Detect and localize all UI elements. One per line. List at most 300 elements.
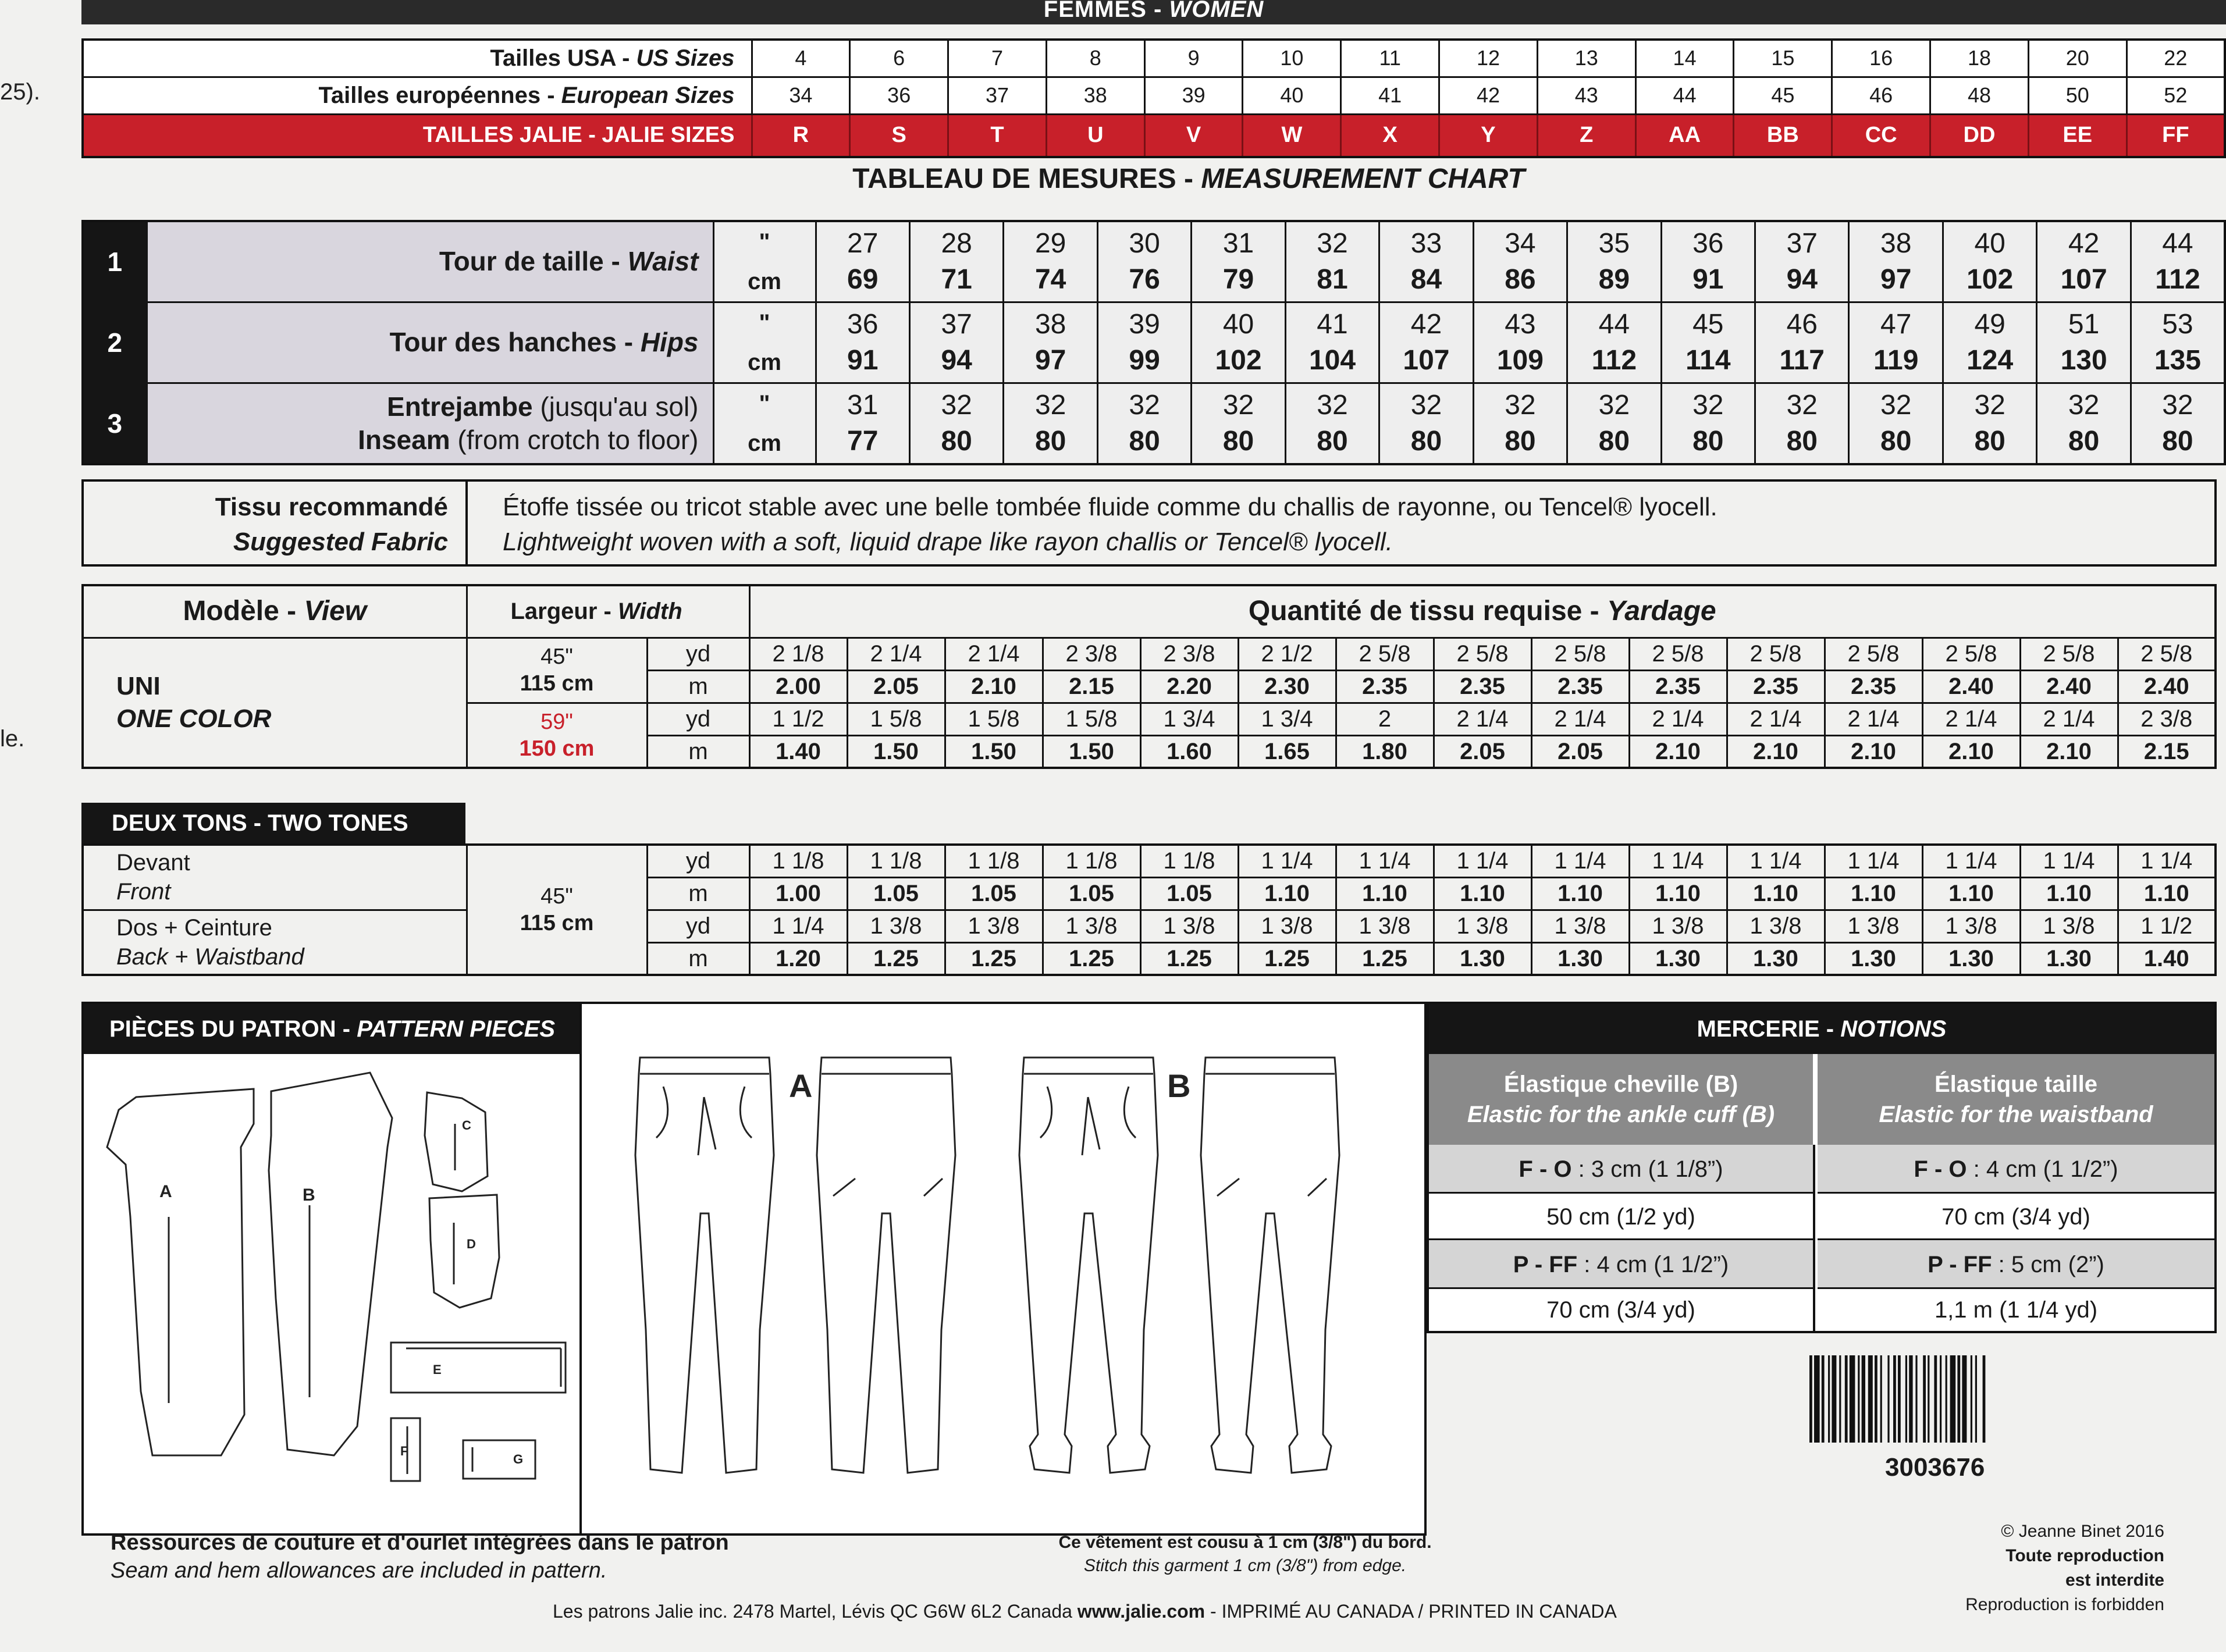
yardage-cell: 1.10 (2118, 877, 2216, 910)
measurement-chart-title: TABLEAU DE MESURES - MEASUREMENT CHART (852, 163, 1525, 194)
value-in: 32 (1598, 389, 1630, 421)
unit-cm: cm (748, 350, 781, 375)
yardage-cell: 1 1/4 (1434, 845, 1531, 877)
value-cm: 79 (1222, 264, 1254, 295)
barcode-bar (1905, 1355, 1907, 1443)
us-size-cell: 18 (1930, 40, 2029, 77)
width-cell (467, 638, 647, 703)
yardage-cell: 2 5/8 (1629, 638, 1727, 670)
value-in: 32 (2068, 389, 2100, 421)
yardage-cell: 2.10 (1825, 735, 1922, 768)
value-in: 47 (1880, 308, 1912, 340)
value-in: 39 (1129, 308, 1160, 340)
width-in: 45" (541, 884, 573, 909)
yardage-cell: 2 (1336, 703, 1434, 735)
yardage-cell: 1 1/8 (945, 845, 1043, 877)
yardage-cell: 2.35 (1825, 670, 1922, 703)
value-cm: 94 (1786, 264, 1818, 295)
jalie-size-cell: T (948, 114, 1047, 157)
measurement-cell (2037, 221, 2131, 302)
unit-cell: yd (647, 910, 749, 942)
value-in: 44 (2162, 227, 2193, 259)
yardage-cell: 1 3/8 (847, 910, 945, 942)
yardage-cell: 1.10 (1825, 877, 1922, 910)
value-in: 35 (1598, 227, 1630, 259)
measurement-cell (909, 302, 1003, 383)
yardage-cell: 2.35 (1336, 670, 1434, 703)
pattern-pieces-header: PIÈCES DU PATRON - PATTERN PIECES (84, 1004, 579, 1054)
measurement-label: Tour de taille - Waist (147, 221, 713, 302)
value-cm: 80 (1880, 426, 1912, 457)
value-cm: 89 (1598, 264, 1630, 295)
yardage-cell: 2 1/4 (1531, 703, 1629, 735)
eu-size-cell: 37 (948, 77, 1047, 114)
measurement-cell (1285, 302, 1379, 383)
eu-size-cell: 44 (1635, 77, 1734, 114)
yardage-cell: 2.40 (2020, 670, 2118, 703)
yardage-cell: 1 1/4 (2020, 845, 2118, 877)
size-table (81, 38, 2226, 158)
yardage-cell: 2.00 (749, 670, 847, 703)
piece-f-label: F (400, 1444, 408, 1458)
fabric-text-fr: Étoffe tissée ou tricot stable avec une belle tombée fluide comme du challis de rayonne, ou Tencel® lyocell. (503, 493, 1717, 521)
value-in: 46 (1786, 308, 1818, 340)
yardage-cell: 1 3/8 (1629, 910, 1727, 942)
yardage-cell: 1 3/8 (1727, 910, 1825, 942)
yardage-cell: 1.40 (749, 735, 847, 768)
yardage-cell: 1 5/8 (1043, 703, 1140, 735)
measurement-cell (1004, 221, 1097, 302)
yardage-cell: 1 1/4 (1825, 845, 1922, 877)
title-separator: - (1146, 0, 1169, 22)
value-in: 32 (1034, 389, 1066, 421)
eu-size-cell: 50 (2028, 77, 2127, 114)
yardage-cell: 2.10 (945, 670, 1043, 703)
value-in: 41 (1317, 308, 1348, 340)
yardage-cell: 1.30 (2020, 942, 2118, 975)
value-in: 32 (1880, 389, 1912, 421)
jalie-size-cell: W (1243, 114, 1341, 157)
barcode-bar (1850, 1355, 1855, 1443)
us-size-cell: 7 (948, 40, 1047, 77)
jalie-size-cell: BB (1734, 114, 1832, 157)
value-in: 44 (1598, 308, 1630, 340)
measurement-cell (1473, 221, 1567, 302)
value-in: 32 (1129, 389, 1160, 421)
yardage-cell: 1 3/8 (1238, 910, 1336, 942)
unit-in: " (759, 310, 770, 336)
jalie-size-cell: FF (2127, 114, 2225, 157)
yardage-qty-header: Quantité de tissu requise - Yardage (749, 585, 2216, 638)
measurement-cell (1379, 383, 1473, 465)
eu-size-cell: 43 (1537, 77, 1635, 114)
yardage-cell: 1 3/8 (1043, 910, 1140, 942)
value-in: 32 (1786, 389, 1818, 421)
seam-allowance-note: Ressources de couture et d'ourlet intégrées dans le patron Seam and hem allowances are included in pattern. (111, 1530, 729, 1583)
jalie-size-cell: R (752, 114, 850, 157)
us-size-cell: 11 (1341, 40, 1439, 77)
yardage-cell: 1.05 (1043, 877, 1140, 910)
measurement-cell (1192, 383, 1285, 465)
value-cm: 80 (1034, 426, 1066, 457)
us-size-cell: 10 (1243, 40, 1341, 77)
barcode-bar (1946, 1355, 1947, 1443)
jalie-size-cell: Y (1439, 114, 1538, 157)
measurement-cell (816, 302, 909, 383)
measurement-cell (1097, 221, 1191, 302)
measurement-cell (1943, 221, 2036, 302)
unit-cell: m (647, 877, 749, 910)
fabric-box (81, 479, 2217, 567)
pattern-pieces-panel (81, 1002, 582, 1536)
yardage-cell: 1 1/4 (1531, 845, 1629, 877)
yardage-cell: 1 1/8 (749, 845, 847, 877)
part-en: Front (116, 879, 171, 905)
value-in: 32 (2162, 389, 2193, 421)
notions-col2-header: Élastique taille Elastic for the waistband (1818, 1054, 2214, 1145)
yardage-cell: 1.10 (1531, 877, 1629, 910)
yardage-cell: 2.40 (1922, 670, 2020, 703)
measurement-cell (2131, 383, 2225, 465)
value-cm: 71 (941, 264, 972, 295)
measurement-label: Tour des hanches - Hips (147, 302, 713, 383)
yardage-cell: 1 1/2 (2118, 910, 2216, 942)
part-cell (83, 910, 467, 975)
view-b-label: B (1167, 1067, 1191, 1104)
yardage-cell: 2 5/8 (2118, 638, 2216, 670)
label-en-note: (from crotch to floor) (450, 425, 699, 455)
measurement-cell (1661, 221, 1755, 302)
measurement-cell (2131, 302, 2225, 383)
view-a-front-outline (635, 1058, 774, 1473)
part-fr: Dos + Ceinture (116, 914, 272, 941)
value-in: 28 (941, 227, 972, 259)
value-cm: 80 (1222, 426, 1254, 457)
unit-in: " (759, 229, 770, 255)
part-en: Back + Waistband (116, 944, 304, 970)
label-fr: Entrejambe (387, 391, 533, 422)
notions-r1c1: F - O : 3 cm (1 1/8”) (1429, 1145, 1815, 1194)
value-cm: 74 (1034, 264, 1066, 295)
value-in: 27 (847, 227, 879, 259)
two-tones-row (83, 910, 2216, 942)
margin-text-top: 25). (0, 79, 40, 105)
barcode-bar (1909, 1355, 1912, 1443)
jalie-sizes-row (83, 114, 2225, 157)
value-cm: 124 (1967, 345, 2014, 376)
yardage-cell: 1.10 (2020, 877, 2118, 910)
measurement-table (81, 220, 2226, 465)
barcode-bar (1862, 1355, 1865, 1443)
measurement-cell (1285, 221, 1379, 302)
value-cm: 130 (2060, 345, 2107, 376)
measurement-cell (2131, 221, 2225, 302)
label-en: Hips (640, 327, 699, 358)
yardage-cell: 1 1/2 (749, 703, 847, 735)
measurement-label (147, 383, 713, 465)
measurement-row (83, 302, 2225, 383)
yardage-cell: 2.05 (1434, 735, 1531, 768)
yardage-cell: 2 1/4 (1629, 703, 1727, 735)
row-number: 1 (83, 221, 147, 302)
yardage-cell: 1 3/8 (1140, 910, 1238, 942)
measurement-cell (2037, 383, 2131, 465)
width-cell (467, 703, 647, 768)
barcode-bar (1809, 1355, 1812, 1443)
value-cm: 80 (1410, 426, 1442, 457)
yardage-cell: 1 3/8 (1336, 910, 1434, 942)
title-fr: FEMMES (1043, 0, 1147, 22)
yardage-cell: 1.50 (945, 735, 1043, 768)
barcode-bar (1822, 1355, 1825, 1443)
measurement-cell (816, 221, 909, 302)
value-cm: 80 (2068, 426, 2100, 457)
yardage-cell: 1 1/4 (1922, 845, 2020, 877)
eu-size-cell: 34 (752, 77, 850, 114)
value-in: 53 (2162, 308, 2193, 340)
measurement-cell (1755, 302, 1849, 383)
measurement-cell (1661, 383, 1755, 465)
us-size-cell: 15 (1734, 40, 1832, 77)
piece-b-outline (269, 1073, 392, 1455)
notions-r4c2: 1,1 m (1 1/4 yd) (1818, 1289, 2214, 1331)
yardage-cell: 2.35 (1629, 670, 1727, 703)
value-in: 37 (1786, 227, 1818, 259)
yardage-cell: 2 5/8 (2020, 638, 2118, 670)
yardage-cell: 1.00 (749, 877, 847, 910)
us-size-cell: 16 (1832, 40, 1930, 77)
value-cm: 119 (1873, 345, 1919, 376)
jalie-size-cell: U (1046, 114, 1144, 157)
value-in: 32 (1505, 389, 1536, 421)
jalie-size-cell: DD (1930, 114, 2029, 157)
label-fr: Tour de taille (439, 246, 604, 277)
notions-r4c1: 70 cm (3/4 yd) (1429, 1289, 1815, 1331)
value-cm: 80 (1598, 426, 1630, 457)
yardage-cell: 1.10 (1336, 877, 1434, 910)
measurement-cell (1285, 383, 1379, 465)
unit-cell (713, 302, 816, 383)
yardage-cell: 2.10 (2020, 735, 2118, 768)
measurement-cell (2037, 302, 2131, 383)
us-sizes-label: Tailles USA - US Sizes (83, 40, 752, 77)
us-size-cell: 4 (752, 40, 850, 77)
eu-size-cell: 39 (1144, 77, 1243, 114)
us-size-cell: 13 (1537, 40, 1635, 77)
measurement-cell (1192, 302, 1285, 383)
measurement-cell (1473, 383, 1567, 465)
copyright-note: © Jeanne Binet 2016 Toute reproduction est interdite Reproduction is forbidden (1965, 1522, 2164, 1614)
notions-header: MERCERIE - NOTIONS (1429, 1004, 2214, 1054)
measurement-cell (1755, 221, 1849, 302)
stitch-note: Ce vêtement est cousu à 1 cm (3/8") du bord. Stitch this garment 1 cm (3/8") from edge. (1058, 1533, 1432, 1575)
value-in: 32 (1317, 227, 1348, 259)
pattern-pieces-diagram (84, 1054, 579, 1531)
yardage-cell: 1 1/4 (1238, 845, 1336, 877)
value-cm: 80 (1129, 426, 1160, 457)
unit-in: " (759, 391, 770, 416)
yardage-cell: 2.10 (1629, 735, 1727, 768)
value-cm: 112 (1591, 345, 1637, 376)
us-size-cell: 12 (1439, 40, 1538, 77)
value-in: 38 (1880, 227, 1912, 259)
eu-size-cell: 41 (1341, 77, 1439, 114)
value-in: 37 (941, 308, 972, 340)
measurement-cell (1379, 221, 1473, 302)
yardage-cell: 1 3/4 (1238, 703, 1336, 735)
website-link[interactable]: www.jalie.com (1077, 1601, 1206, 1622)
barcode-bar (1898, 1355, 1901, 1443)
value-in: 31 (847, 389, 879, 421)
barcode-bar (1940, 1355, 1941, 1443)
yardage-cell: 1 3/8 (945, 910, 1043, 942)
notions-panel (1427, 1002, 2217, 1333)
barcode-bar (1923, 1355, 1926, 1443)
yardage-cell: 2 5/8 (1922, 638, 2020, 670)
notions-r2c1: 50 cm (1/2 yd) (1429, 1194, 1815, 1240)
yardage-cell: 1.10 (1629, 877, 1727, 910)
value-in: 45 (1692, 308, 1724, 340)
yardage-cell: 1 1/4 (1727, 845, 1825, 877)
value-cm: 135 (2154, 345, 2201, 376)
yardage-cell: 1.10 (1727, 877, 1825, 910)
barcode-bar (1814, 1355, 1820, 1443)
eu-size-cell: 42 (1439, 77, 1538, 114)
yardage-cell: 1 1/8 (1140, 845, 1238, 877)
us-size-cell: 14 (1635, 40, 1734, 77)
barcode-bar (1880, 1355, 1882, 1443)
barcode-bar (1957, 1355, 1960, 1443)
yardage-cell: 1.25 (847, 942, 945, 975)
value-cm: 80 (1505, 426, 1536, 457)
value-cm: 114 (1685, 345, 1731, 376)
barcode-bar (1875, 1355, 1877, 1443)
yardage-cell: 2.20 (1140, 670, 1238, 703)
yardage-cell: 1.30 (1434, 942, 1531, 975)
measurement-cell (1192, 221, 1285, 302)
value-cm: 81 (1317, 264, 1348, 295)
unit-cell (713, 383, 816, 465)
value-cm: 91 (847, 345, 879, 376)
value-in: 32 (1410, 389, 1442, 421)
yardage-cell: 2 1/8 (749, 638, 847, 670)
view-b-front-outline (1019, 1058, 1158, 1473)
value-cm: 112 (2155, 264, 2200, 295)
value-in: 30 (1129, 227, 1160, 259)
yardage-cell: 2.05 (847, 670, 945, 703)
barcode-bar (1983, 1355, 1986, 1443)
row-number: 3 (83, 383, 147, 465)
value-in: 43 (1505, 308, 1536, 340)
yardage-cell: 1 5/8 (847, 703, 945, 735)
yardage-cell: 1 3/8 (1531, 910, 1629, 942)
value-cm: 102 (1215, 345, 1262, 376)
yardage-cell: 2.05 (1531, 735, 1629, 768)
fabric-label-fr: Tissu recommandé (215, 493, 448, 521)
yardage-cell: 1 3/8 (1434, 910, 1531, 942)
yardage-cell: 1.80 (1336, 735, 1434, 768)
width-cell (467, 845, 647, 975)
yardage-cell: 1.25 (1140, 942, 1238, 975)
value-in: 32 (1222, 389, 1254, 421)
model-cell (83, 638, 467, 768)
yardage-cell: 2 1/4 (1922, 703, 2020, 735)
yardage-cell: 2 3/8 (1140, 638, 1238, 670)
value-cm: 91 (1692, 264, 1724, 295)
yardage-cell: 1.25 (1238, 942, 1336, 975)
jalie-size-cell: Z (1537, 114, 1635, 157)
yardage-cell: 2.10 (1727, 735, 1825, 768)
barcode-bar (1962, 1355, 1967, 1443)
value-in: 36 (847, 308, 879, 340)
pants-drawings (582, 1004, 1424, 1533)
unit-cell: yd (647, 638, 749, 670)
piece-g-outline (463, 1440, 535, 1479)
value-cm: 80 (941, 426, 972, 457)
width-in: 59" (541, 709, 573, 734)
yardage-table (81, 584, 2217, 769)
label-fr: Tour des hanches (389, 327, 617, 358)
yardage-cell: 2 1/4 (2020, 703, 2118, 735)
value-cm: 109 (1496, 345, 1544, 376)
piece-b-label: B (303, 1185, 315, 1205)
yardage-cell: 1 1/4 (2118, 845, 2216, 877)
measurement-row (83, 383, 2225, 465)
yardage-cell: 2 5/8 (1434, 638, 1531, 670)
yardage-cell: 2.10 (1922, 735, 2020, 768)
jalie-sizes-label: TAILLES JALIE - JALIE SIZES (83, 114, 752, 157)
two-tones-header: DEUX TONS - TWO TONES (81, 803, 465, 843)
view-b-back-outline (1201, 1058, 1339, 1473)
part-cell (83, 845, 467, 910)
yardage-cell: 2 3/8 (2118, 703, 2216, 735)
measurement-cell (1379, 302, 1473, 383)
width-cm: 115 cm (520, 671, 594, 696)
eu-size-cell: 45 (1734, 77, 1832, 114)
yardage-cell: 1.65 (1238, 735, 1336, 768)
barcode-bar (1868, 1355, 1873, 1443)
yardage-cell: 1.60 (1140, 735, 1238, 768)
yardage-cell: 2.35 (1727, 670, 1825, 703)
barcode-bar (1971, 1355, 1972, 1443)
yardage-cell: 1 5/8 (945, 703, 1043, 735)
technical-drawings-panel (582, 1002, 1427, 1536)
yardage-cell: 1 3/8 (1922, 910, 2020, 942)
jalie-size-cell: AA (1635, 114, 1734, 157)
value-cm: 97 (1034, 345, 1066, 376)
width-header: Largeur - Width (467, 585, 749, 638)
measurement-cell (909, 221, 1003, 302)
yardage-cell: 1.05 (945, 877, 1043, 910)
fabric-label-en: Suggested Fabric (233, 528, 448, 556)
value-cm: 117 (1779, 345, 1825, 376)
measurement-cell (1473, 302, 1567, 383)
jalie-size-cell: S (850, 114, 948, 157)
title-en: WOMEN (1169, 0, 1264, 22)
barcode-number: 3003676 (1885, 1453, 1985, 1482)
yardage-cell: 2 1/2 (1238, 638, 1336, 670)
eu-sizes-label: Tailles européennes - European Sizes (83, 77, 752, 114)
unit-cell: yd (647, 703, 749, 735)
yardage-cell: 2.15 (2118, 735, 2216, 768)
eu-size-cell: 46 (1832, 77, 1930, 114)
us-size-cell: 6 (850, 40, 948, 77)
yardage-cell: 2 5/8 (1825, 638, 1922, 670)
yardage-cell: 1.10 (1238, 877, 1336, 910)
value-in: 42 (2068, 227, 2100, 259)
measurement-cell (1004, 302, 1097, 383)
value-in: 40 (1222, 308, 1254, 340)
